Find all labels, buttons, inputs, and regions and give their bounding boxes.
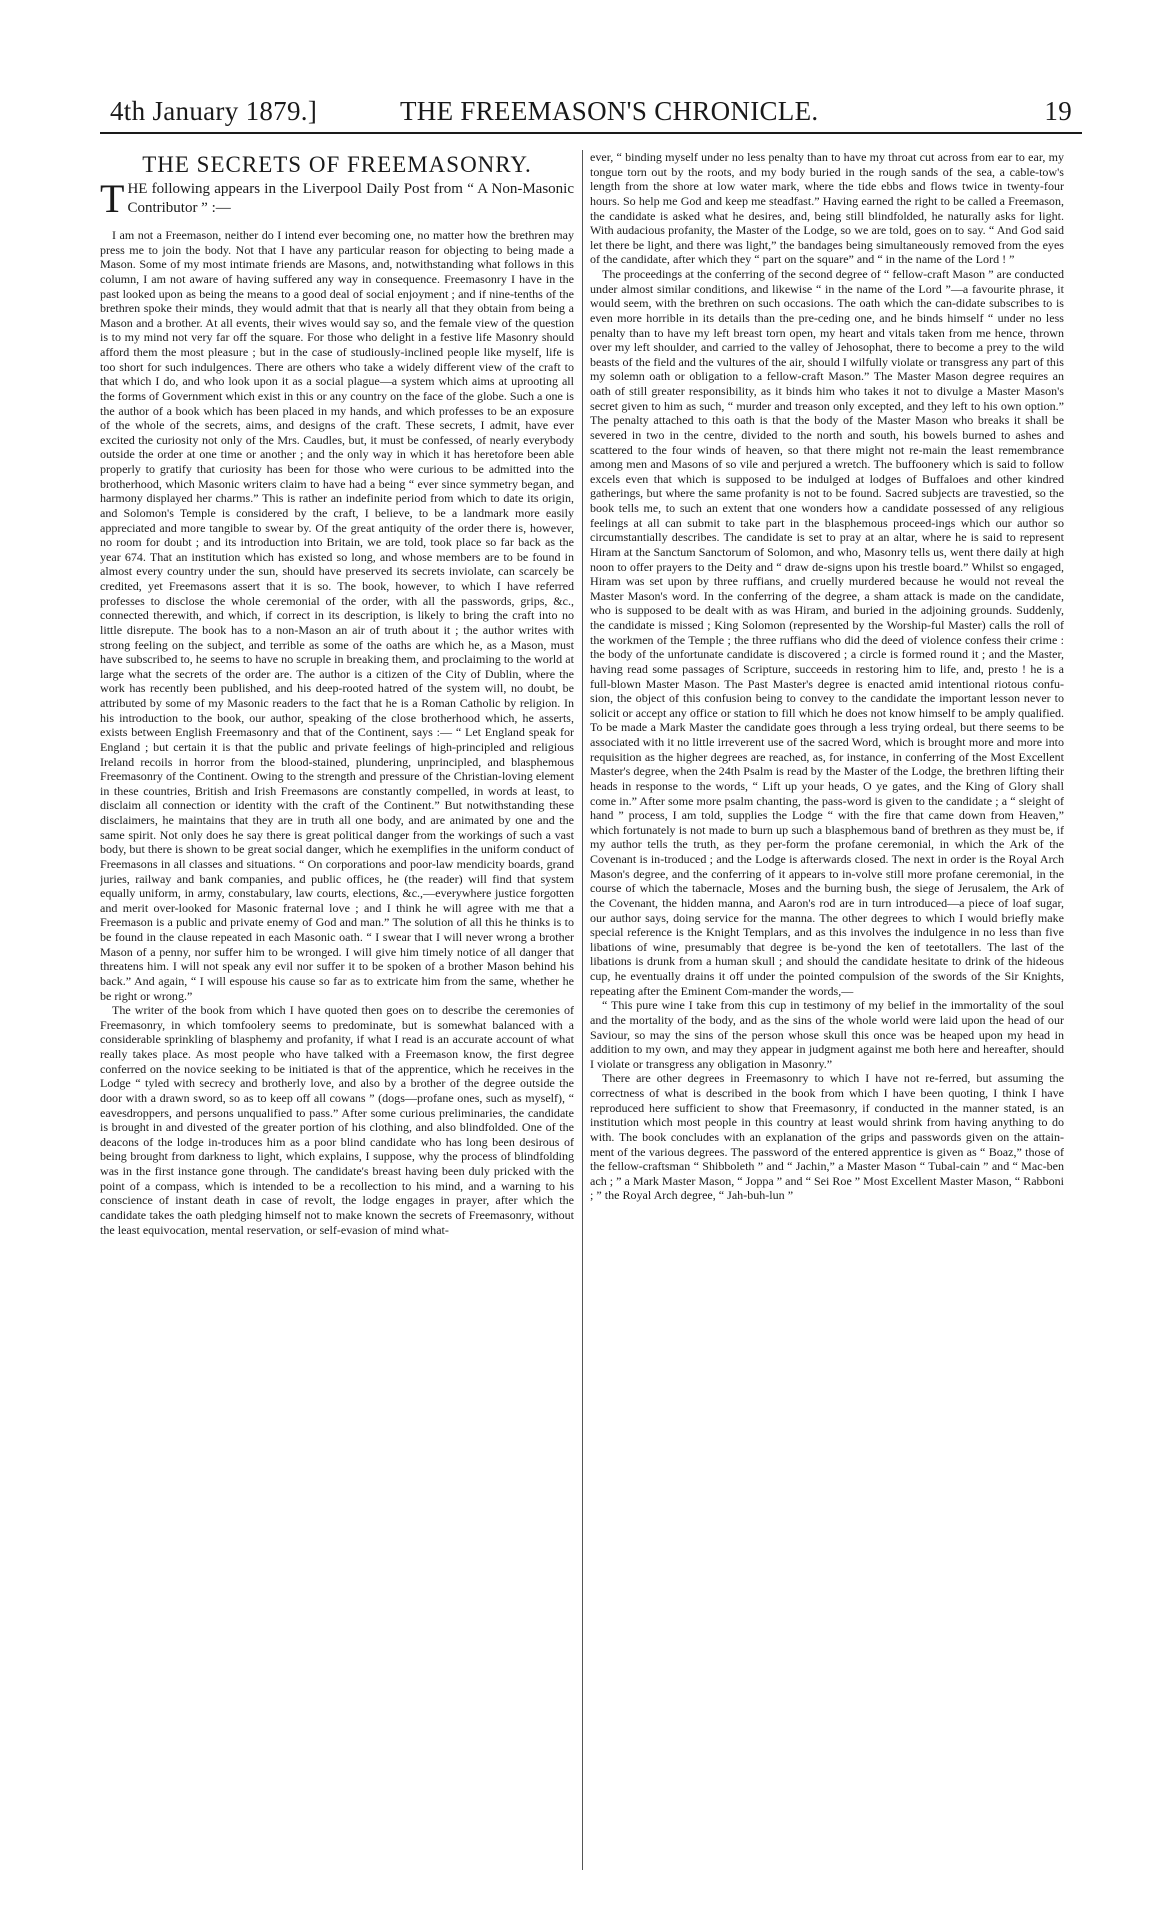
right-column <box>590 150 1064 1870</box>
left-column <box>100 150 574 1870</box>
body-paragraph: ever, “ binding myself under no less penalty than to have my throat cut across from ear to ear, my tongue torn out by the roots, and my body buried in the rough sands of the sea, a cable-tow's length from the shore at low water mark, where the tide ebbs and flows twice in twenty-four hours. So help me God and keep me steadfast.” Having earned the right to be called a Freemason, the candidate is asked what he desires, and, being still blindfolded, he naturally asks for light. With audacious profanity, the Master of the Lodge, so we are told, goes on to say. “ And God said let there be light, and there was light,” the bandages being simultaneously removed from the eyes of the candidate, after which they “ part on the square” and “ in the name of the Lord ! ” <box>590 150 1064 267</box>
body-paragraph: There are other degrees in Freemasonry to which I have not re-ferred, but assuming the correctness of what is described in the book from which I have been quoting, I think I have reproduced here sufficient to show that Freemasonry, if conducted in the manner stated, is an institution which most people in this country at least would shrink from having anything to do with. The book concludes with an explanation of the grips and passwords given on the attain-ment of the various degrees. The password of the entered apprentice is given as “ Boaz,” those of the fellow-craftsman “ Shibboleth ” and “ Jachin,” a Master Mason “ Tubal-cain ” and “ Mac-ben ach ; ” a Mark Master Mason, “ Joppa ” and “ Sei Roe ” Most Excellent Master Mason, “ Rabboni ; ” the Royal Arch degree, “ Jah-buh-lun ” <box>590 1071 1064 1203</box>
article-headline: THE SECRETS OF FREEMASONRY. <box>142 152 532 177</box>
drop-cap: T <box>100 176 125 221</box>
page-header <box>100 90 1082 132</box>
issue-date: 4th January 1879.] <box>110 96 318 126</box>
body-paragraph: The proceedings at the conferring of the second degree of “ fellow-craft Mason ” are conducted under almost similar conditions, and likewise “ in the name of the Lord ”—a favourite phrase, it would seem, with the brethren on such occasions. The oath which the can-didate subscribes to is even more horrible in its details than the pre-ceding one, and he binds himself “ under no less penalty than to have my left breast torn open, my heart and vitals taken from me hence, thrown over my left shoulder, and carried to the valley of Jehosophat, there to become a prey to the wild beasts of the field and the vultures of the air, should I wilfully violate or transgress any part of this my solemn oath or obligation to a fellow-craft Mason.” The Master Mason degree requires an oath of still greater responsibility, as it binds him who takes it not to divulge a Master Mason's secret given to him as such, “ murder and treason only excepted, and they left to his own option.” The penalty attached to this oath is that the body of the Master Mason who breaks it shall be severed in two in the centre, divided to the north and south, his bowels burned to ashes and scattered to the four winds of heaven, so that there might not re-main the least remembrance among men and Masons of so vile and perjured a wretch. The buffoonery which is said to follow excels even that which is supposed to be indulged at lodges of Buffaloes and other kindred gatherings, but where the same profanity is not to be found. Sacred subjects are travestied, so the book tells me, to such an extent that one wonders how a candidate possessed of any religious feelings at all can submit to take part in the blasphemous proceed-ings which our author so circumstantially describes. The candidate is set to pray at an altar, where he is said to represent Hiram at the Sanctum Sanctorum of Solomon, and who, Masonry tells us, went there daily at high noon to offer prayers to the Deity and “ draw de-signs upon his trestle board.” Whilst so engaged, Hiram was set upon by three ruffians, and cruelly murdered because he would not reveal the Master Mason's word. In the conferring of the degree, a sham attack is made on the candidate, who is supposed to be dealt with as was Hiram, and buried in the adjoining grounds. Suddenly, the candidate is missed ; King Solomon (represented by the Worship-ful Master) calls the roll of the workmen of the Temple ; the three ruffians who did the deed of violence confess their crime : the body of the unfortunate candidate is discovered ; a circle is formed round it ; and the Master, having read some passages of Scripture, succeeds in restoring him to life, and, presto ! he is a full-blown Master Mason. The Past Master's degree is enacted amid intentional riotous confu-sion, the object of this confusion being to convey to the candidate the important lesson never to solicit or accept any office or station to fill which he does not know himself to be amply qualified. To be made a Mark Master the candidate goes through a less trying ordeal, but there seems to be associated with it no little irreverent use of the sacred Word, which is brought more and more into requisition as the higher degrees are reached, as, for instance, in conferring of the Most Excellent Master's degree, when the 24th Psalm is read by the Master of the Lodge, the brethren lifting their heads in response to the words, “ Lift up your heads, O ye gates, and the King of Glory shall come in.” After some more psalm chanting, the pass-word is given to the candidate ; a “ sleight of hand ” process, I am told, supplies the Lodge “ with the fire that came down from Heaven,” which fortunately is not made to burn up such a blasphemous band of brethren as they must be, if my author tells the truth, as they per-form the profane ceremonial, in which the Ark of the Covenant is in-troduced ; and the Lodge is afterwards closed. The next in order is the Royal Arch Mason's degree, and the conferring of it appears to in-volve still more profane ceremonial, in the course of which the tabernacle, Moses and the burning bush, the siege of Jerusalem, the Ark of the Covenant, the hidden manna, and Aaron's rod are in turn introduced—a piece of loaf sugar, our author says, doing service for the manna. The other degrees to which I would briefly make special reference is the Knight Templars, and as this involves the indulgence in no less than five libations of wine, presumably that degree is be-yond the ken of teetotallers. The last of the libations is drunk from a human skull ; and should the candidate hesitate to drink of the hideous cup, he eventually drains it off under the pointed compulsion of the swords of the Sir Knights, repeating after the Eminent Com-mander the words,— <box>590 267 1064 998</box>
header-rule <box>100 132 1082 134</box>
newspaper-page <box>100 90 1082 1890</box>
intro-text: HE following appears in the Liverpool Daily Post from “ A Non-Masonic Contributor ” :— <box>127 181 574 216</box>
body-paragraph: I am not a Freemason, neither do I intend ever becoming one, no matter how the brethren may press me to join the body. Not that I have any particular reason for objecting to being made a Mason. Some of my most intimate friends are Masons, and, notwithstanding what follows in this column, I am not aware of having suffered any way in consequence. Freemasonry I have in the past looked upon as being the means to a good deal of social enjoyment ; and if nine-tenths of the brethren spoke their minds, they would admit that that is nearly all that they obtain from being a Mason and a brother. At all events, their wives would say so, and the female view of the question is to my mind not very far off the square. For those who delight in a festive life Masonry should afford them the most pleasure ; but in the case of studiously-inclined people like myself, life is too short for such indulgences. There are others who take a widely different view of the craft to that which I do, and who look upon it as a social plague—a system which aims at uprooting all the forms of Government which exist in this or any country on the face of the globe. Such a one is the author of a book which has been placed in my hands, and which professes to be an exposure of the whole of the secrets, aims, and designs of the craft. These secrets, I admit, have ever excited the curiosity not only of the Mrs. Caudles, but, it must be confessed, of nearly everybody outside the order at one time or another ; and the only way in which it has heretofore been able properly to gratify that curiosity has been for those who were curious to be admitted into the brotherhood, which Masonic writers claim to have had a being “ ever since symmetry began, and harmony displayed her charms.” This is rather an indefinite period from which to date its origin, and Solomon's Temple is considered by the craft, I believe, to be a landmark more easily appreciated and more tangible to swear by. Of the great antiquity of the order there is, however, no room for doubt ; and its introduction into Britain, we are told, took place so far back as the year 674. That an institution which has existed so long, and whose members are to be found in almost every country under the sun, should have preserved its secrets inviolate, can scarcely be credited, yet Freemasons assert that it is so. The book, however, to which I have referred professes to disclose the whole ceremonial of the order, with all the passwords, grips, &c., connected therewith, and which, if correct in its description, is likely to bring the craft into no little disrepute. The book has to a non-Mason an air of truth about it ; the author writes with strong feeling on the subject, and terrible as some of the oaths are which he, as a Mason, must have subscribed to, he seems to have no scruple in breaking them, and proclaiming to the world at large what the secrets of the order are. The author is a citizen of the City of Dublin, where the work has recently been published, and his deep-rooted hatred of the system will, no doubt, be attributed by some of my Masonic readers to the fact that he is a Roman Catholic by religion. In his introduction to the book, our author, speaking of the close brotherhood which, he asserts, exists between English Freemasonry and that of the Continent, says :— “ Let England speak for England ; but certain it is that the public and private feelings of high-principled and religious Ireland recoils in horror from the blood-stained, plundering, unprincipled, and blasphemous Freemasonry of the Continent. Owing to the strength and pressure of the Christian-loving element in these countries, British and Irish Freemasons are constantly compelled, in words at least, to disclaim all connection or identity with the craft of the Continent.” But notwithstanding these disclaimers, he maintains that they are in truth all one body, and are animated by one and the same spirit. Not only does he say there is great political danger from the workings of such a vast body, but there is shown to be great social danger, which he exemplifies in the uniform conduct of Freemasons in all classes and situations. “ On corporations and poor-law mendicity boards, grand juries, railway and bank companies, and public offices, he (the reader) will find that system equally uniform, in army, constabulary, law courts, elections, &c.,—everywhere justice forgotten and merit over-looked for Masonic fraternal love ; and I think he will agree with me that a Freemason is a public and private enemy of God and man.” The solution of all this he thinks is to be found in the clause repeated in each Masonic oath. “ I swear that I will never wrong a brother Mason of a penny, nor suffer him to be wronged. I will give him timely notice of all danger that threatens him. I will not speak any evil nor suffer it to be spoken of a brother Mason behind his back.” And again, “ I will espouse his cause so far as to extricate him from the same, whether he be right or wrong.” <box>100 228 574 1003</box>
column-divider <box>582 150 583 1870</box>
article-intro <box>100 176 574 221</box>
page-number: 19 <box>1044 96 1072 126</box>
body-paragraph: “ This pure wine I take from this cup in testimony of my belief in the immortality of the soul and the mortality of the body, and as the sins of the whole world were laid upon the head of our Saviour, so may the sins of the person whose skull this once was be heaped upon my head in addition to my own, and may they appear in judgment against me both here and hereafter, should I violate or transgress any obligation in Masonry.” <box>590 998 1064 1071</box>
publication-title: THE FREEMASON'S CHRONICLE. <box>400 96 819 126</box>
body-paragraph: The writer of the book from which I have quoted then goes on to describe the ceremonies of Freemasonry, in which tomfoolery seems to predominate, but is somewhat balanced with a considerable sprinkling of blasphemy and profanity, if what I read is an accurate account of what really takes place. As most people who have talked with a Freemason know, the first degree conferred on the novice seeking to be initiated is that of the apprentice, which he receives in the Lodge “ tyled with secrecy and brotherly love, and also by a brother of the degree outside the door with a drawn sword, so as to keep off all cowans ” (dogs—profane ones, such as myself), “ eavesdroppers, and persons unqualified to pass.” After some curious preliminaries, the candidate is brought in and divested of the greater portion of his clothing, and also blindfolded. One of the deacons of the lodge in-troduces him as a poor blind candidate who has long been desirous of being brought from darkness to light, which explains, I suppose, why the process of blindfolding was in the first instance gone through. The candidate's breast having been duly pricked with the point of a compass, which is intended to be a recollection to his mind, and a warning to his conscience of instant death in case of revolt, the lodge engages in prayer, after which the candidate takes the oath pledging himself not to make known the secrets of Freemasonry, without the least equivocation, mental reservation, or self-evasion of mind what- <box>100 1003 574 1237</box>
